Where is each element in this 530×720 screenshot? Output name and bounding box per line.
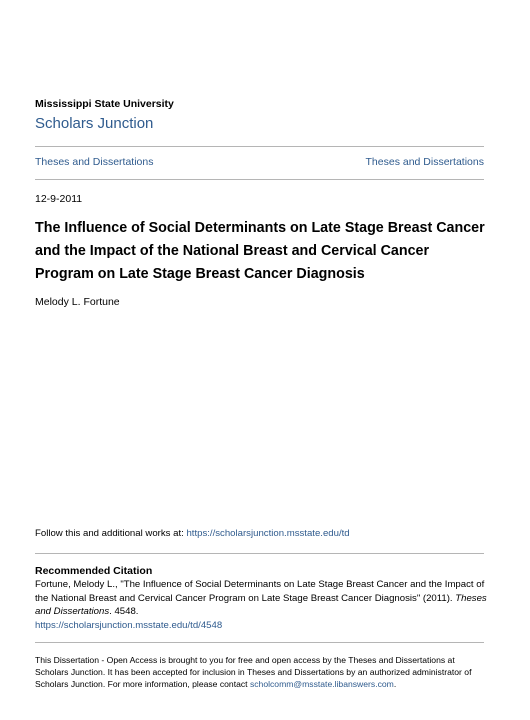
contact-email-link[interactable]: scholcomm@msstate.libanswers.com [249,679,394,690]
footer-notice [35,654,490,691]
follow-prefix: Follow this and additional works at: [35,528,187,539]
divider [35,553,484,554]
footer-text: This Dissertation - Open Access is brought to you for free and open access by the Theses and Dissertations at Scholars Junction. It has been accepted for inclusion in Theses and Dissertations by an authorized administrator of Scholars Junction. For more information, please contact [35,655,472,690]
publication-date: 12-9-2011 [35,193,83,205]
footer-end: . [393,679,397,690]
collection-link-right[interactable]: Theses and Dissertations [365,156,484,168]
citation-heading: Recommended Citation [35,565,153,577]
citation-series: Theses and Dissertations [35,592,487,617]
divider [35,146,484,147]
author-name: Melody L. Fortune [35,296,120,308]
repository-link[interactable]: Scholars Junction [35,115,154,132]
follow-link[interactable]: https://scholarsjunction.msstate.edu/td [186,528,350,539]
citation-text: Fortune, Melody L., "The Influence of Social Determinants on Late Stage Breast Cancer and the Impact of the National Breast and Cervical Cancer Program on Late Stage Breast Cancer Diagnosis" (2011). [35,579,485,604]
follow-line [35,528,350,539]
divider [35,179,484,180]
divider [35,642,484,643]
document-title: The Influence of Social Determinants on Late Stage Breast Cancer and the Impact of the National Breast and Cervical Cancer Program on Late Stage Breast Cancer Diagnosis [35,220,485,282]
citation-number: . 4548. [109,606,139,617]
citation-block [35,578,487,632]
collection-link-left[interactable]: Theses and Dissertations [35,156,154,168]
citation-link[interactable]: https://scholarsjunction.msstate.edu/td/4548 [35,619,223,631]
university-name: Mississippi State University [35,98,174,110]
